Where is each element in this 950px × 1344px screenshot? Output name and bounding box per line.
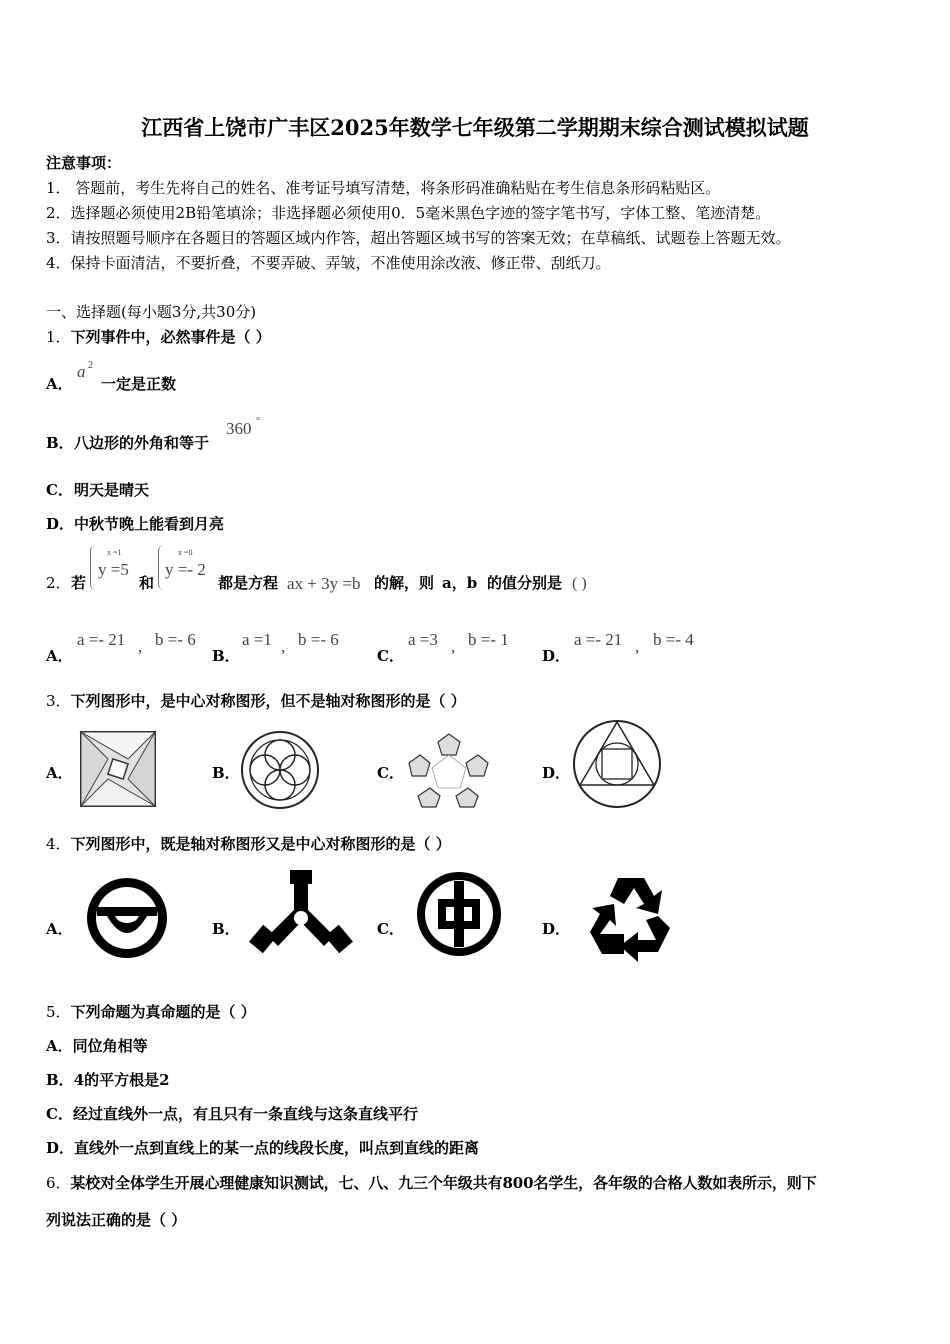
q2-option-a-label: A． [46, 647, 73, 665]
q3-option-b-label: B． [212, 764, 240, 782]
q4-option-c-label: C． [377, 920, 404, 938]
q2-option-c-value-a: a =3 [408, 630, 438, 649]
question-stem: 下列图形中，是中心对称图形，但不是轴对称图形的是（ ） [70, 692, 466, 710]
recycle-icon [586, 874, 676, 962]
option-text: 同位角相等 [72, 1037, 148, 1055]
q2-option-a-comma: , [138, 637, 143, 656]
q2-option-b-label: B． [212, 647, 240, 665]
pinwheel-square-figure [80, 731, 156, 807]
q3-option-d-label: D． [542, 764, 571, 782]
q1-option-a-label: A． [46, 375, 73, 393]
q2-option-b-comma: , [281, 637, 286, 656]
section-heading: 一、选择题(每小题3分,共30分) [46, 303, 257, 321]
three-arm-logo [254, 870, 348, 956]
brace-left-2 [158, 545, 164, 590]
question-number: 1． [46, 328, 71, 346]
q2-option-d-comma: , [635, 637, 640, 656]
option-label: A． [46, 1037, 73, 1055]
q2-number: 2． [46, 574, 71, 592]
q4-option-d-label: D． [542, 920, 571, 938]
question-number: 3． [46, 692, 71, 710]
q2-option-d-value-b: b =- 4 [653, 630, 694, 649]
question-stem: 下列事件中，必然事件是（ ） [70, 328, 271, 346]
question-1 [46, 326, 271, 347]
system2-top: x =0 [178, 548, 193, 557]
q1-option-d-label: D． [46, 515, 75, 533]
q2-option-a-value-b: b =- 6 [155, 630, 196, 649]
question-number: 4． [46, 835, 71, 853]
q2-option-d-label: D． [542, 647, 571, 665]
question-stem: 下列命题为真命题的是（ ） [70, 1003, 256, 1021]
pentagon-ring-figure [408, 730, 490, 808]
q2-end-text-1: 的解，则 [374, 574, 435, 592]
q2-mid-text: 都是方程 [218, 574, 279, 592]
q1-option-c-label: C． [46, 481, 73, 499]
page-title: 江西省上饶市广丰区2025年数学七年级第二学期期末综合测试模拟试题 [141, 115, 809, 140]
question-5 [46, 1001, 256, 1022]
q2-equation: ax + 3y =b [287, 574, 361, 593]
option-text: 4的平方根是2 [73, 1071, 170, 1089]
question-number: 6． [46, 1174, 71, 1192]
q2-answer-paren: ( ) [572, 575, 587, 592]
question-4 [46, 833, 451, 854]
bank-coin-logo [416, 871, 502, 957]
option-label: D． [46, 1139, 75, 1157]
q1-option-d-text: 中秋节晚上能看到月亮 [74, 515, 225, 533]
q2-option-c-value-b: b =- 1 [468, 630, 509, 649]
question-stem: 下列图形中，既是轴对称图形又是中心对称图形的是（ ） [70, 835, 451, 853]
question-6-line-1 [46, 1172, 817, 1193]
four-petal-circle-figure [240, 730, 320, 810]
notice-item-2: 2．选择题必须使用2B铅笔填涂；非选择题必须使用0．5毫米黑色字迹的签字笔书写，字体工整、笔迹清楚。 [46, 204, 771, 222]
question-stem: 某校对全体学生开展心理健康知识测试，七、八、九三个年级共有800名学生，各年级的合格人数如表所示，则下 [70, 1174, 817, 1192]
q4-option-b-label: B． [212, 920, 240, 938]
q2-he: 和 [139, 574, 155, 592]
q5-option-c [46, 1103, 418, 1124]
q2-option-c-label: C． [377, 647, 404, 665]
option-label: B． [46, 1071, 74, 1089]
q2-vars: a，b [442, 574, 478, 592]
q5-option-b [46, 1069, 170, 1090]
question-6-line-2: 列说法正确的是（ ） [46, 1211, 187, 1229]
option-text: 直线外一点到直线上的某一点的线段长度，叫点到直线的距离 [74, 1139, 480, 1157]
q3-option-c-label: C． [377, 764, 404, 782]
system1-bottom: y =5 [98, 560, 129, 579]
q5-option-d [46, 1137, 479, 1158]
q1-option-a-text: 一定是正数 [101, 375, 177, 393]
q2-end-text-2: 的值分别是 [487, 574, 563, 592]
q2-option-b-value-a: a =1 [242, 630, 272, 649]
circle-shield-logo [85, 876, 169, 960]
q2-option-a-value-a: a =- 21 [77, 630, 126, 649]
question-3 [46, 690, 466, 711]
notice-item-3: 3．请按照题号顺序在各题目的答题区域内作答，超出答题区域书写的答案无效；在草稿纸、试题卷上答题无效。 [46, 229, 791, 247]
q3-option-a-label: A． [46, 764, 73, 782]
option-label: C． [46, 1105, 73, 1123]
q5-option-a [46, 1035, 148, 1056]
q2-option-d-value-a: a =- 21 [574, 630, 623, 649]
system2-bottom: y =- 2 [165, 560, 206, 579]
q1-math-exponent: 2 [88, 360, 93, 371]
notice-heading: 注意事项： [46, 154, 122, 172]
system1-top: x =1 [107, 548, 122, 557]
notice-item-4: 4．保持卡面清洁，不要折叠，不要弄破、弄皱，不准使用涂改液、修正带、刮纸刀。 [46, 254, 611, 272]
option-text: 经过直线外一点，有且只有一条直线与这条直线平行 [72, 1105, 418, 1123]
question-number: 5． [46, 1003, 71, 1021]
q1-option-b-text: 八边形的外角和等于 [74, 434, 210, 452]
circle-triangle-square-figure [572, 719, 662, 809]
q2-option-b-value-b: b =- 6 [298, 630, 339, 649]
q1-option-c-text: 明天是晴天 [74, 481, 150, 499]
q1-math-degree: ° [256, 416, 260, 427]
q2-option-c-comma: , [451, 637, 456, 656]
q1-math-360: 360 [226, 419, 252, 438]
q4-option-a-label: A． [46, 920, 73, 938]
q2-ruo: 若 [71, 574, 87, 592]
notice-item-1: 1． 答题前，考生先将自己的姓名、准考证号填写清楚，将条形码准确粘贴在考生信息条形码粘贴区。 [46, 179, 721, 197]
q1-math-a: a [77, 362, 86, 381]
q1-option-b-label: B． [46, 434, 74, 452]
brace-left-1 [90, 545, 96, 590]
